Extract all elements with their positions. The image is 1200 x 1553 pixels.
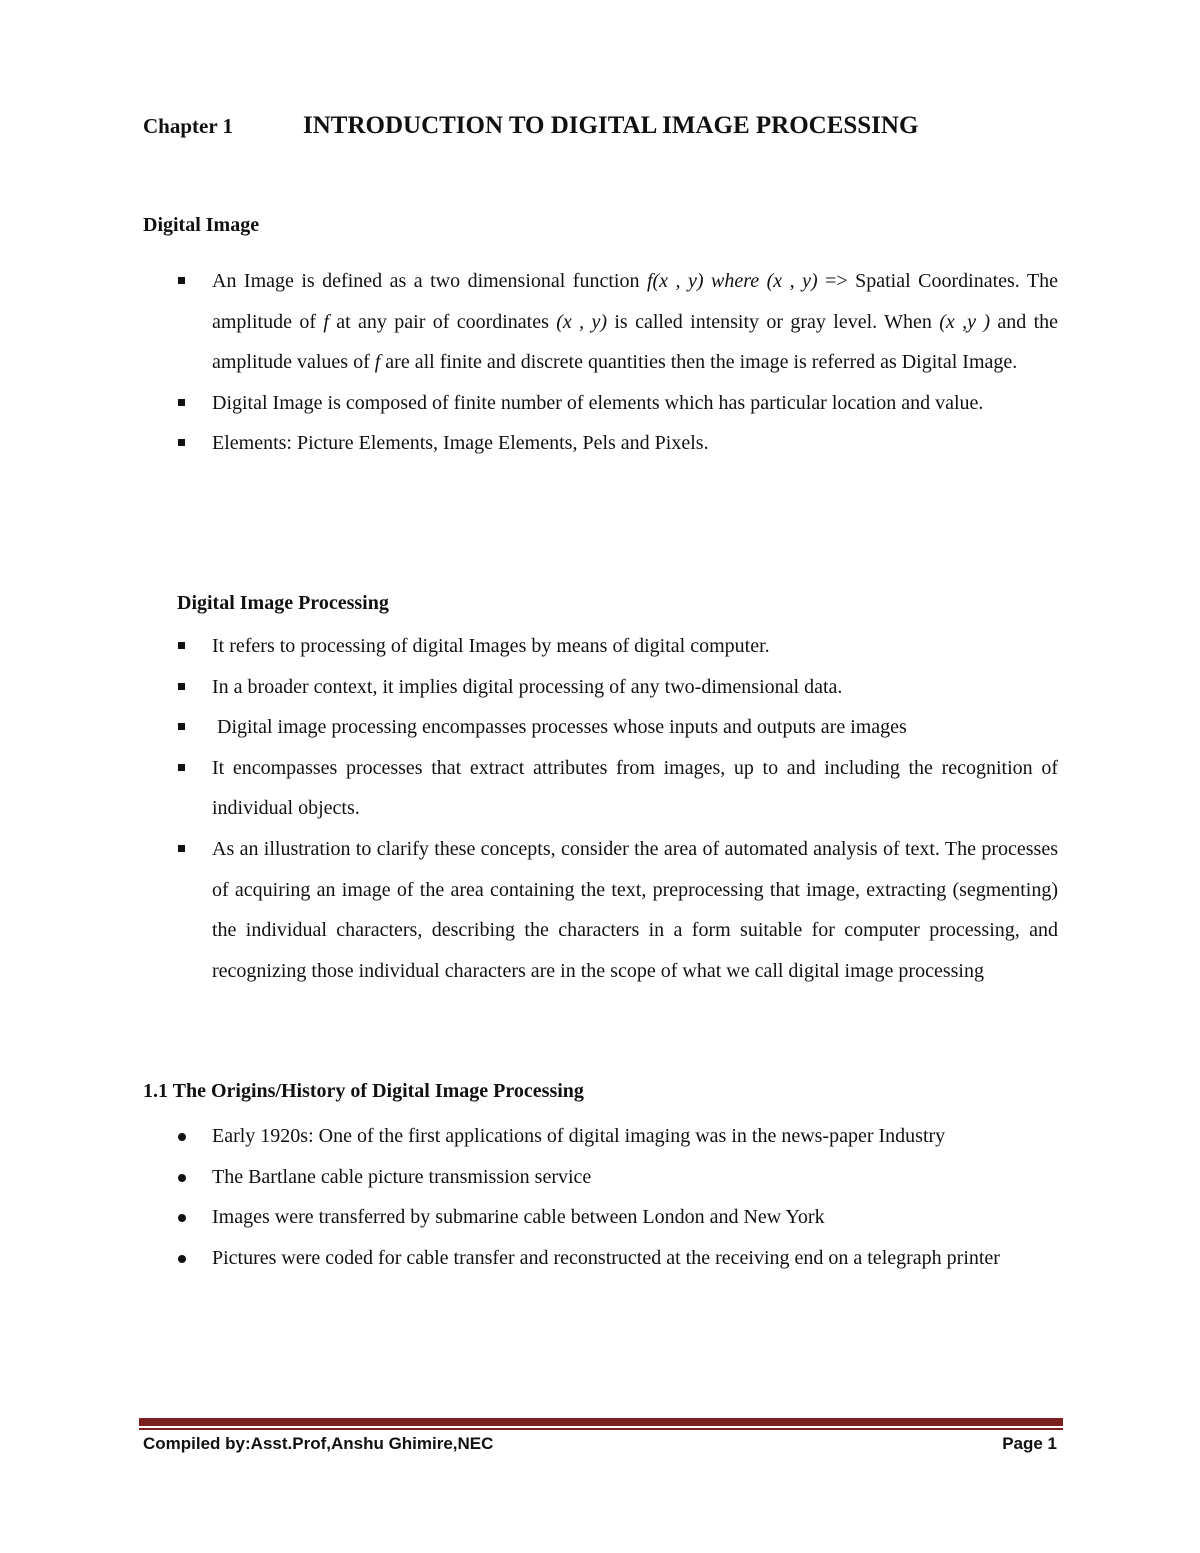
section-heading-origins: 1.1 The Origins/History of Digital Image Processing xyxy=(143,1080,584,1102)
list-item: Digital Image is composed of finite number of elements which has particular location and value. xyxy=(212,383,1058,424)
list-item: As an illustration to clarify these concepts, consider the area of automated analysis of text. The processes of acquiring an image of the area containing the text, preprocessing that image, extracting (segmenting) the individual characters, describing the characters in a form suitable for computer processing, and recognizing those individual characters are in the scope of what we call digital image processing xyxy=(212,829,1058,991)
list-item: In a broader context, it implies digital processing of any two-dimensional data. xyxy=(212,667,1058,708)
list-item: Elements: Picture Elements, Image Elements, Pels and Pixels. xyxy=(212,423,1058,464)
list-item: Images were transferred by submarine cable between London and New York xyxy=(212,1197,1058,1238)
list-item: It refers to processing of digital Images by means of digital computer. xyxy=(212,626,1058,667)
list-item: The Bartlane cable picture transmission service xyxy=(212,1157,1058,1198)
section-heading-digital-image-processing: Digital Image Processing xyxy=(177,592,389,614)
list-item: Digital image processing encompasses processes whose inputs and outputs are images xyxy=(212,707,1058,748)
chapter-header xyxy=(143,112,1063,140)
origins-list xyxy=(212,1116,1058,1278)
digital-image-list xyxy=(212,261,1058,464)
chapter-title: INTRODUCTION TO DIGITAL IMAGE PROCESSING xyxy=(303,112,919,139)
footer-rule xyxy=(139,1418,1063,1426)
footer-author: Compiled by:Asst.Prof,Anshu Ghimire,NEC xyxy=(143,1434,494,1453)
chapter-label: Chapter 1 xyxy=(143,114,234,138)
page-number: Page 1 xyxy=(1002,1434,1057,1453)
list-item: Pictures were coded for cable transfer and reconstructed at the receiving end on a telegraph printer xyxy=(212,1238,1058,1279)
dip-list xyxy=(212,626,1058,991)
list-item: Early 1920s: One of the first applications of digital imaging was in the news-paper Industry xyxy=(212,1116,1058,1157)
footer-rule-thin xyxy=(139,1428,1063,1430)
section-heading-digital-image: Digital Image xyxy=(143,214,260,236)
list-item: It encompasses processes that extract attributes from images, up to and including the recognition of individual objects. xyxy=(212,748,1058,829)
list-item: An Image is defined as a two dimensional function f(x , y) where (x , y) => Spatial Coordinates. The amplitude of f at any pair of coordinates (x , y) is called intensity or gray level. When (x ,y ) and the amplitude values of f are all finite and discrete quantities then the image is referred as Digital Image. xyxy=(212,261,1058,383)
